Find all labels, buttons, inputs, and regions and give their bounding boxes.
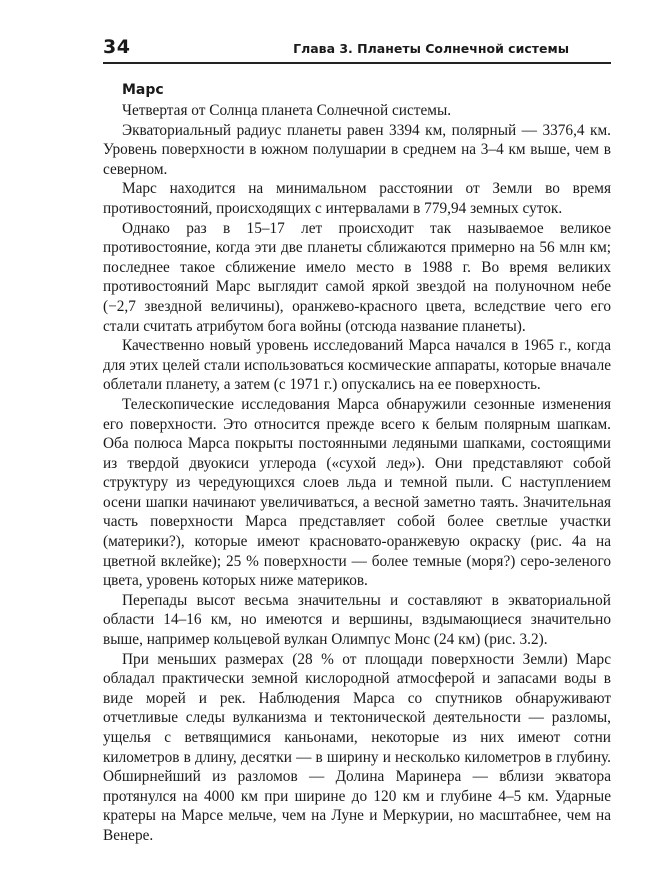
paragraph: Экваториальный радиус планеты равен 3394 км, полярный — 3376,4 км. Уровень поверхности в южном полушарии в среднем на 3–4 км выше, чем в северном.: [103, 121, 611, 178]
paragraph: Качественно новый уровень исследований Марса начался в 1965 г., когда для этих целей стали использоваться космические аппараты, которые вначале облетали планету, а затем (с 1971 г.) опускались на ее поверхность.: [103, 337, 611, 394]
paragraph: Перепады высот весьма значительны и составляют в экваториальной области 14–16 км, но имеются и вершины, вздымающиеся значительно выше, например кольцевой вулкан Олимпус Монс (24 км) (рис. 3.2).: [103, 591, 611, 649]
running-title: Глава 3. Планеты Солнечной системы: [293, 41, 569, 56]
section-title: Марс: [122, 82, 164, 98]
paragraph: Однако раз в 15–17 лет происходит так называемое великое противостояние, когда эти две планеты сближаются примерно на 56 млн км; последнее такое сближение имело место в 1988 г. Во время великих противостояний Марс выглядит самой яркой звездой на полуночном небе (−2,7 звездной величины), оранжево-красного цвета, вследствие чего его стали считать атрибутом бога войны (отсюда название планеты).: [103, 219, 611, 335]
page-header: [103, 34, 611, 64]
paragraph: При меньших размерах (28 % от площади поверхности Земли) Марс обладал практически земной кислородной атмосферой и запасами воды в виде морей и рек. Наблюдения Марса со спутников обнаруживают отчетливые следы вулканизма и тектонической деятельности — разломы, ущелья с ветвящимися каньонами, некоторые из них имеют сотни километров в длину, десятки — в ширину и несколько километров в глубину. Обширнейший из разломов — Долина Маринера — вблизи экватора протянулся на 4000 км при ширине до 120 км и глубине 4–5 км. Ударные кратеры на Марсе мельче, чем на Луне и Меркурии, но масштабнее, чем на Венере.: [103, 650, 611, 844]
page-number: 34: [103, 36, 131, 58]
body-text: [103, 101, 611, 846]
paragraph: Телескопические исследования Марса обнаружили сезонные изменения его поверхности. Это относится прежде всего к белым полярным шапкам. Оба полюса Марса покрыты постоянными ледяными шапками, состоящими из твердой двуокиси углерода («сухой лед»). Они представляют собой структуру из чередующихся слоев льда и темной пыли. С наступлением осени шапки начинают увеличиваться, а весной заметно таять. Значительная часть поверхности Марса представляет собой более светлые участки (материки?), которые имеют красновато-оранжевую окраску (рис. 4а на цветной вклейке); 25 % поверхности — более темные (моря?) серо-зеленого цвета, уровень которых ниже материков.: [103, 395, 611, 590]
paragraph: Марс находится на минимальном расстоянии от Земли во время противостояний, происходящих с интервалами в 779,94 земных суток.: [103, 180, 611, 217]
paragraph: Четвертая от Солнца планета Солнечной системы.: [122, 102, 452, 119]
